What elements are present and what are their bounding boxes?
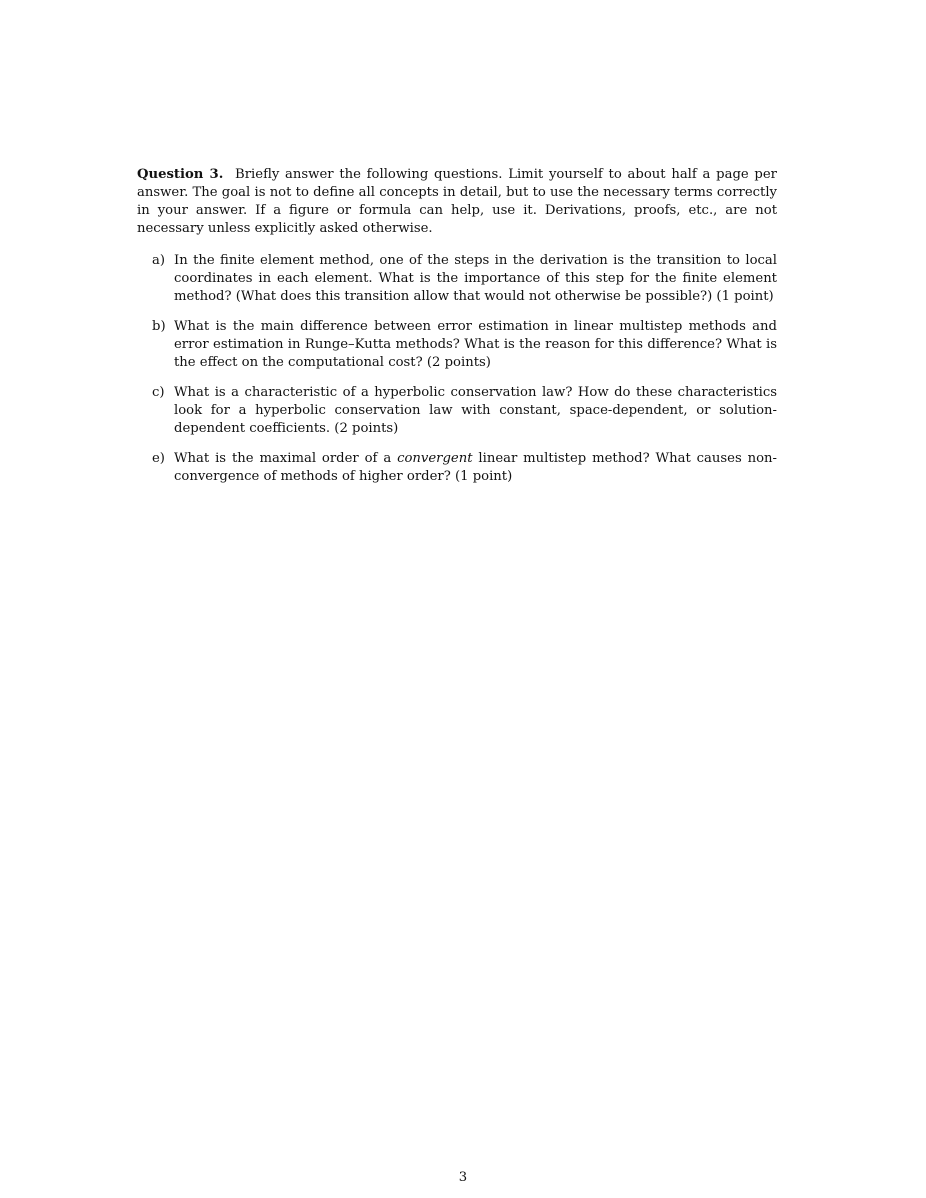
sub-question-text-after: linear multistep method? What causes non-convergence of methods of higher order? xyxy=(174,451,777,484)
sub-question-letter: e) xyxy=(152,451,165,466)
sub-question-emphasis: convergent xyxy=(397,451,473,466)
question-title: Question 3. xyxy=(137,167,224,182)
question-block xyxy=(137,166,777,498)
question-instructions: Briefly answer the following questions. Limit yourself to about half a page per answer. The goal is not to define all concepts in detail, but to use the necessary terms correctly in your answer. If a figure or formula can help, use it. Derivations, proofs, etc., are not necessary unless explicitly asked otherwise. xyxy=(137,167,777,236)
points-label: (1 point) xyxy=(454,469,513,484)
sub-question-b xyxy=(137,318,777,372)
sub-question-text-before: What is the maximal order of a xyxy=(174,451,392,466)
sub-question-text: In the finite element method, one of the steps in the derivation is the transition to local coordinates in each element. What is the importance of this step for the finite element method? (What does this transition allow that would not otherwise be possible?) xyxy=(174,253,777,304)
sub-question-list xyxy=(137,252,777,486)
sub-question-c xyxy=(137,384,777,438)
sub-question-letter: c) xyxy=(152,385,165,400)
question-intro xyxy=(137,166,777,238)
sub-question-text: What is a characteristic of a hyperbolic conservation law? How do these characteristics look for a hyperbolic conservation law with constant, space-dependent, or solution-dependent coefficients. xyxy=(174,385,777,436)
page-number: 3 xyxy=(458,1170,468,1185)
sub-question-e xyxy=(137,450,777,486)
points-label: (2 points) xyxy=(334,421,399,436)
sub-question-text: What is the main difference between error estimation in linear multistep methods and error estimation in Runge–Kutta methods? What is the reason for this difference? What is the effect on the computational cost? xyxy=(174,319,777,370)
sub-question-letter: a) xyxy=(152,253,166,268)
points-label: (1 point) xyxy=(716,289,774,304)
sub-question-letter: b) xyxy=(152,319,166,334)
points-label: (2 points) xyxy=(426,355,491,370)
sub-question-a xyxy=(137,252,777,306)
